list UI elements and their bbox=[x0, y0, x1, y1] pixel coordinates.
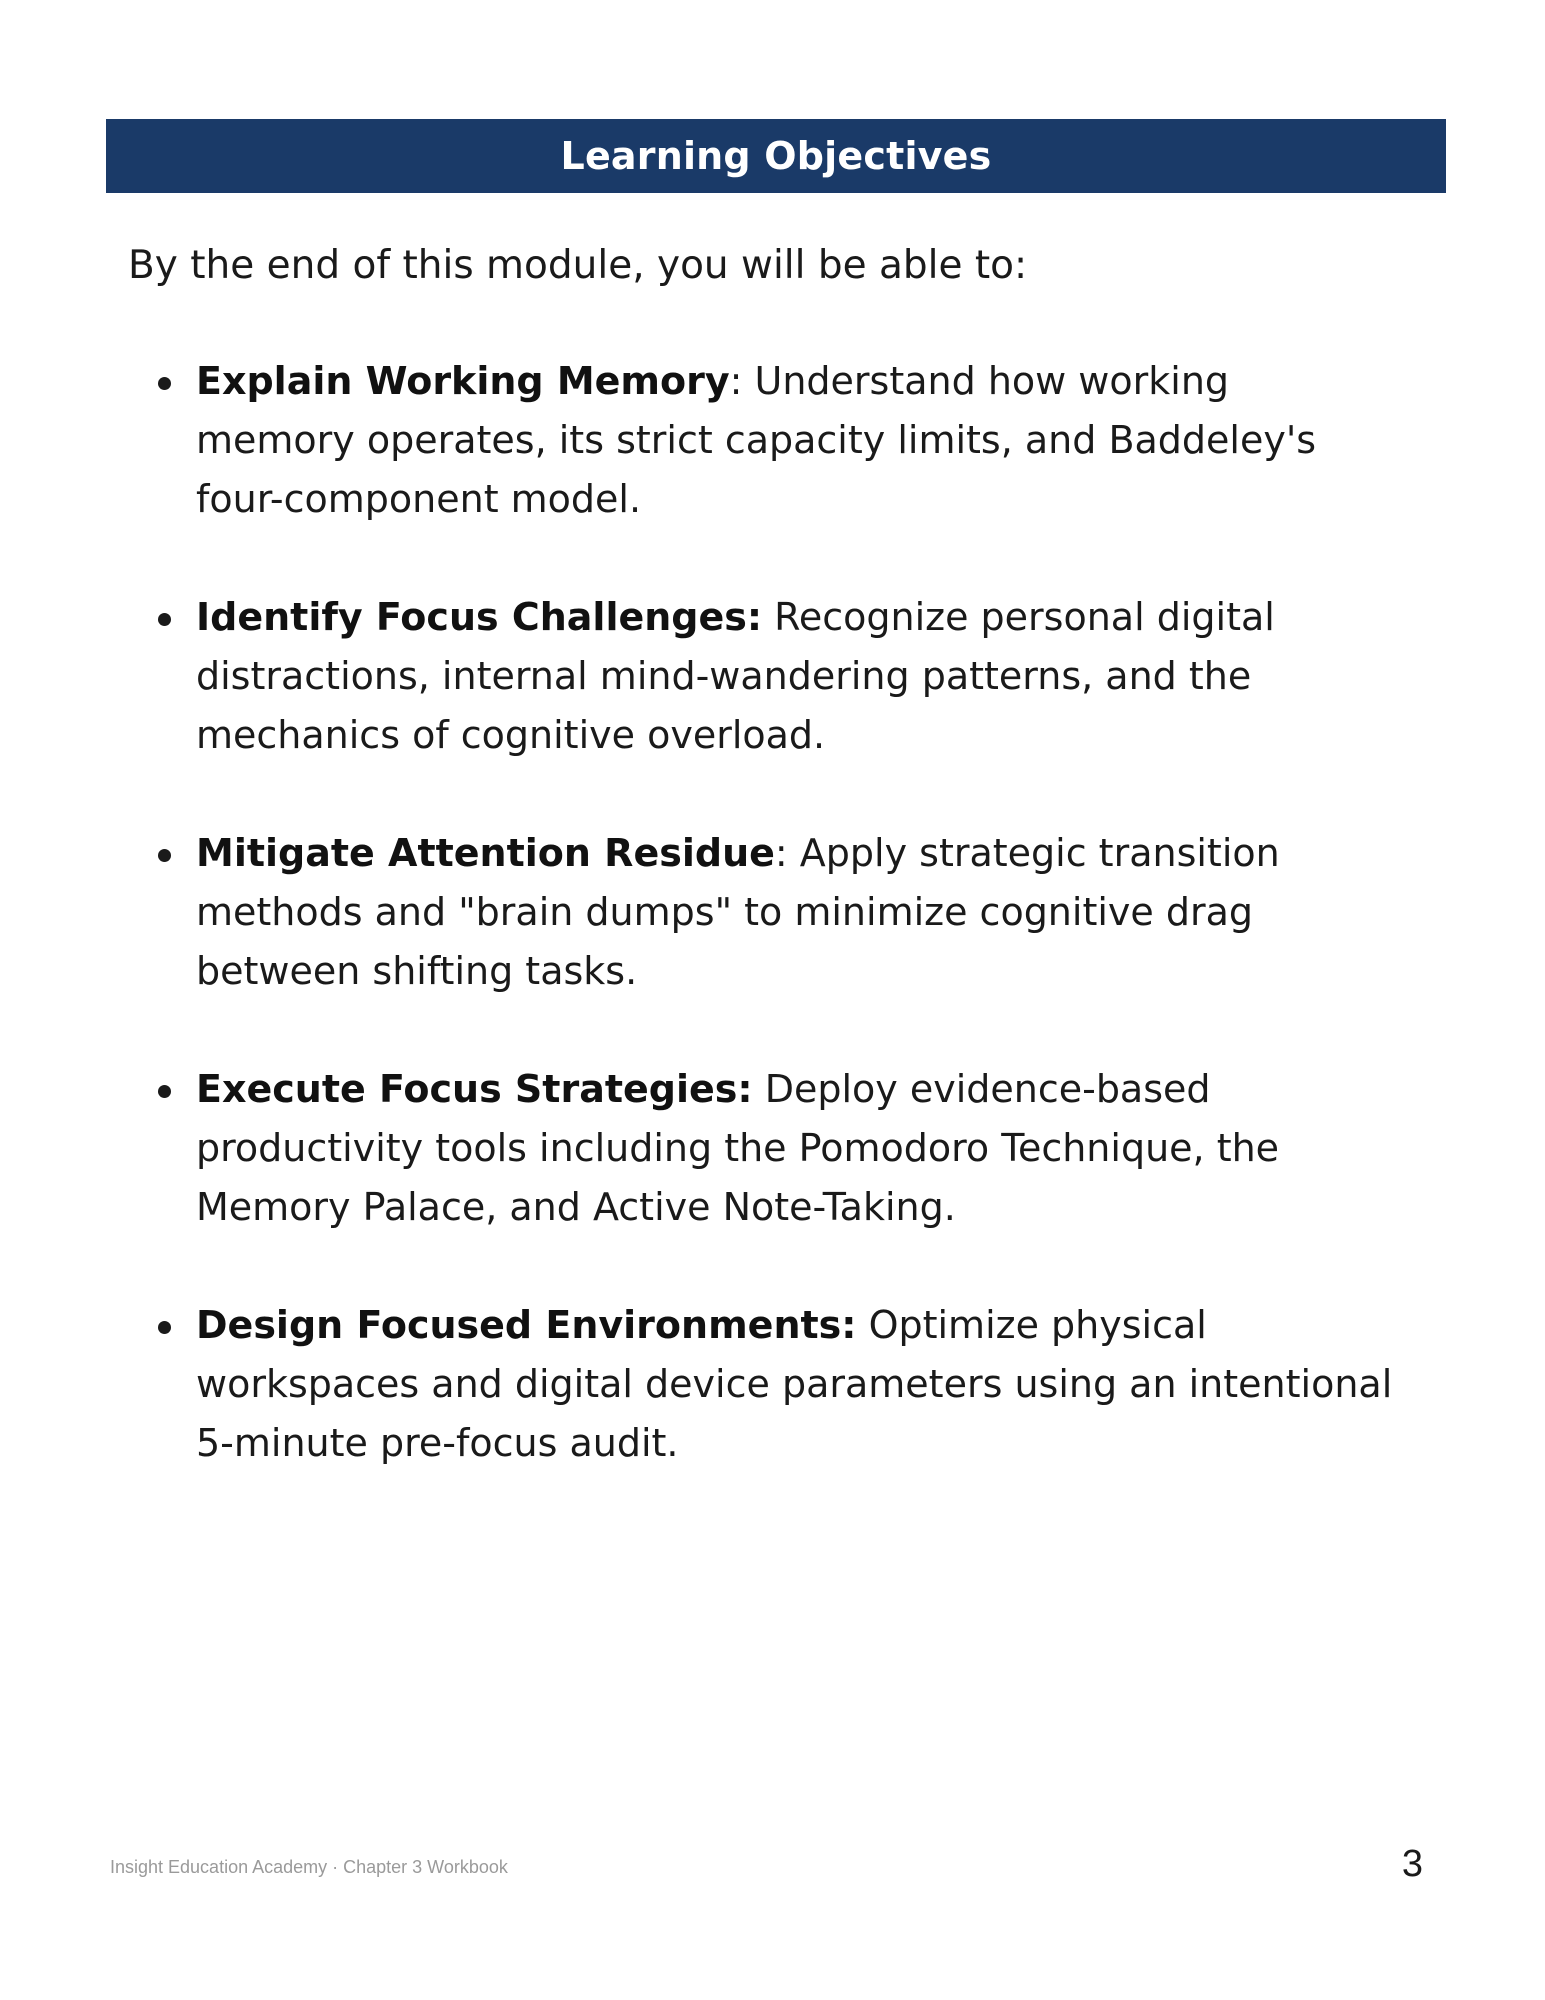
intro-text: By the end of this module, you will be able to: bbox=[128, 243, 1028, 288]
objective-title: Execute Focus Strategies: bbox=[196, 1067, 753, 1111]
bullet-icon bbox=[158, 1085, 171, 1098]
footer-publisher: Insight Education Academy · Chapter 3 Workbook bbox=[110, 1857, 508, 1877]
section-banner bbox=[106, 119, 1446, 193]
objective-text: Understand how working memory operates, its strict capacity limits, and Baddeley's four-component model. bbox=[196, 359, 1317, 521]
objectives-list bbox=[0, 352, 1545, 1532]
page-number: 3 bbox=[1401, 1843, 1423, 1885]
bullet-icon bbox=[158, 849, 171, 862]
objective-title: Mitigate Attention Residue bbox=[196, 831, 775, 875]
bullet-icon bbox=[158, 377, 171, 390]
bullet-icon bbox=[158, 613, 171, 626]
objective-separator: : bbox=[774, 831, 788, 875]
objective-title: Identify Focus Challenges: bbox=[196, 595, 763, 639]
bullet-icon bbox=[158, 1321, 171, 1334]
objective-text: Optimize physical workspaces and digital device parameters using an intentional 5-minute pre-focus audit. bbox=[196, 1303, 1393, 1465]
section-title: Learning Objectives bbox=[560, 134, 992, 178]
objective-item bbox=[0, 1296, 1545, 1473]
objective-separator: : bbox=[729, 359, 743, 403]
objective-item bbox=[0, 1060, 1545, 1237]
objective-text: Apply strategic transition methods and "brain dumps" to minimize cognitive drag between shifting tasks. bbox=[196, 831, 1280, 993]
objective-title: Explain Working Memory bbox=[196, 359, 730, 403]
objective-item bbox=[0, 588, 1545, 765]
objective-item bbox=[0, 824, 1545, 1001]
objective-text: Deploy evidence-based productivity tools including the Pomodoro Technique, the Memory Palace, and Active Note-Taking. bbox=[196, 1067, 1280, 1229]
objective-item bbox=[0, 352, 1545, 529]
objective-title: Design Focused Environments: bbox=[196, 1303, 857, 1347]
objective-text: Recognize personal digital distractions, internal mind-wandering patterns, and the mechanics of cognitive overload. bbox=[196, 595, 1275, 757]
